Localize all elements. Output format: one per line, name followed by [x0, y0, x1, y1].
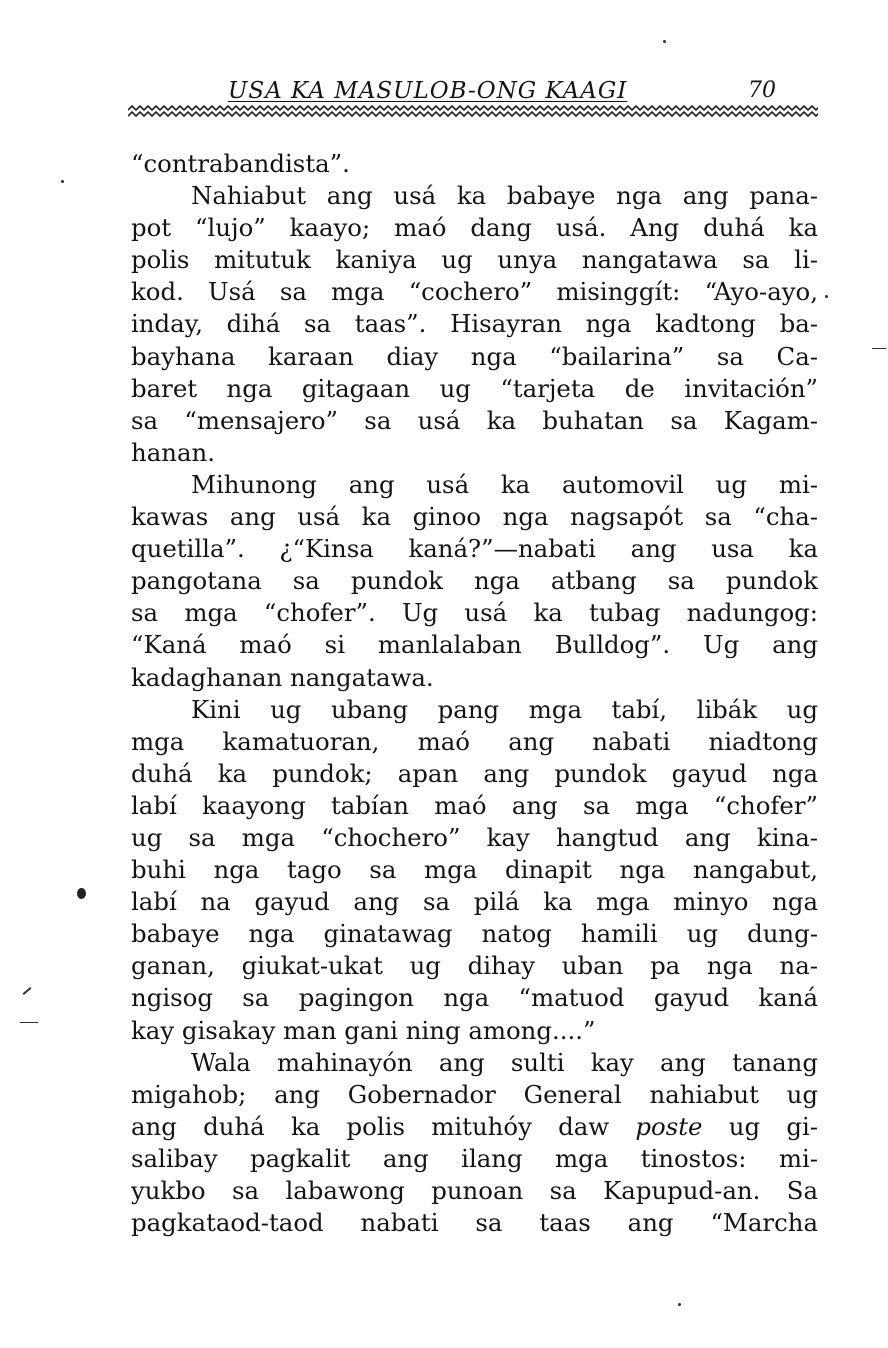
text-line: kod. Usá sa mga “cochero” misinggít: “Ayo-ayo,: [131, 277, 818, 307]
text-line: kadaghanan nangatawa.: [131, 662, 434, 692]
text-line: Nahiabut ang usá ka babaye nga ang pana-: [191, 181, 818, 211]
ink-speck: [825, 295, 828, 298]
text-line: sa “mensajero” sa usá ka buhatan sa Kagam-: [131, 405, 818, 435]
text-line: Wala mahinayón ang sulti kay ang tanang: [191, 1047, 818, 1077]
page-header: [130, 78, 820, 106]
ink-blot: [77, 888, 86, 899]
text-line: buhi nga tago sa mga dinapit nga nangabut,: [131, 855, 818, 885]
text-line: labí na gayud ang sa pilá ka mga minyo nga: [131, 887, 818, 917]
text-line: quetilla”. ¿“Kinsa kaná?”—nabati ang usa ka: [131, 534, 818, 564]
text-line: hanan.: [131, 437, 215, 467]
text-line: ganan, giukat-ukat ug dihay uban pa nga na-: [131, 951, 818, 981]
text-line: labí kaayong tabían maó ang sa mga “chofer”: [131, 790, 818, 820]
text-line: salibay pagkalit ang ilang mga tinostos: mi-: [131, 1143, 818, 1173]
text-line: bayhana karaan diay nga “bailarina” sa Ca-: [131, 341, 818, 371]
text-line: mga kamatuoran, maó ang nabati niadtong: [131, 726, 818, 756]
text-line: kay gisakay man gani ning among....”: [131, 1015, 596, 1045]
text-line: “Kaná maó si manlalaban Bulldog”. Ug ang: [131, 630, 818, 660]
ink-speck: [678, 1303, 681, 1306]
body-text: [131, 148, 818, 1239]
running-title: USA KA MASULOB-ONG KAAGI: [228, 78, 628, 104]
text-line: Mihunong ang usá ka automovil ug mi-: [191, 469, 818, 499]
text-line: duhá ka pundok; apan ang pundok gayud nga: [131, 758, 818, 788]
italic-word: poste: [635, 1111, 703, 1141]
ink-speck: [872, 348, 886, 349]
text-line: babaye nga ginatawag natog hamili ug dung-: [131, 919, 818, 949]
ink-speck: [663, 40, 666, 43]
text-line: yukbo sa labawong punoan sa Kapupud-an. Sa: [131, 1176, 818, 1205]
text-line: inday, dihá sa taas”. Hisayran nga kadtong ba-: [131, 309, 818, 339]
ink-speck: [23, 987, 32, 995]
text-line: pot “lujo” kaayo; maó dang usá. Ang duhá ka: [131, 213, 818, 243]
text-line: ngisog sa pagingon nga “matuod gayud kaná: [131, 983, 818, 1013]
text-line: ug sa mga “chochero” kay hangtud ang kina-: [131, 822, 818, 852]
decorative-wavy-rule: [128, 104, 818, 120]
ink-speck: [61, 180, 64, 183]
text-line: pangotana sa pundok nga atbang sa pundok: [131, 566, 818, 596]
text-line: ang duhá ka polis mituhóy daw poste ug gi-: [131, 1111, 818, 1141]
text-line: polis mitutuk kaniya ug unya nangatawa sa li-: [131, 245, 818, 275]
text-line: Kini ug ubang pang mga tabí, libák ug: [191, 694, 818, 724]
ink-speck: [20, 1022, 38, 1023]
text-line: migahob; ang Gobernador General nahiabut ug: [131, 1079, 818, 1109]
page-number: 70: [748, 78, 776, 103]
text-line: pagkataod-taod nabati sa taas ang “Marcha: [131, 1208, 818, 1238]
text-line: kawas ang usá ka ginoo nga nagsapót sa “cha-: [131, 502, 818, 532]
text-line: baret nga gitagaan ug “tarjeta de invitación”: [131, 373, 818, 403]
text-line: sa mga “chofer”. Ug usá ka tubag nadungog:: [131, 598, 818, 628]
text-line: “contrabandista”.: [131, 149, 350, 178]
